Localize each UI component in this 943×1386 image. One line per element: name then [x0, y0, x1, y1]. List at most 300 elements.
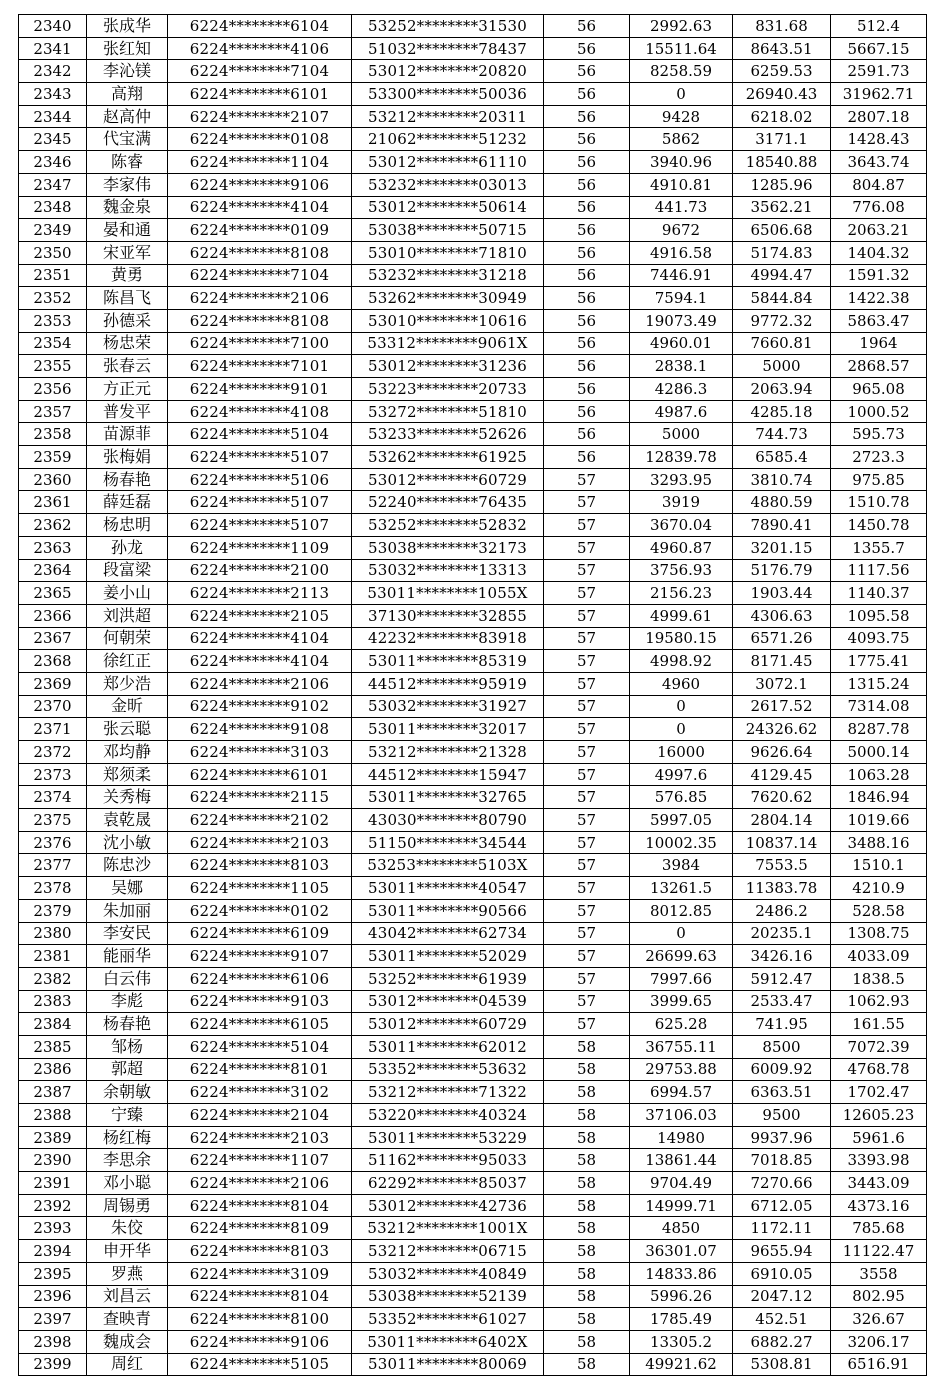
row-number-cell: 2378 [19, 877, 87, 900]
row-number-cell: 2362 [19, 514, 87, 537]
card-number-cell: 6224********2103 [168, 1126, 352, 1149]
age-cell: 58 [544, 1217, 630, 1240]
name-cell: 陈昌飞 [87, 287, 168, 310]
amount-2-cell: 6585.4 [733, 446, 831, 469]
age-cell: 57 [544, 967, 630, 990]
amount-3-cell: 1315.24 [831, 672, 927, 695]
amount-2-cell: 26940.43 [733, 83, 831, 106]
row-number-cell: 2351 [19, 264, 87, 287]
age-cell: 57 [544, 1013, 630, 1036]
name-cell: 申开华 [87, 1240, 168, 1263]
age-cell: 58 [544, 1194, 630, 1217]
card-number-cell: 6224********4104 [168, 650, 352, 673]
card-number-cell: 6224********8108 [168, 309, 352, 332]
amount-1-cell: 2156.23 [630, 582, 733, 605]
age-cell: 58 [544, 1353, 630, 1376]
name-cell: 杨忠明 [87, 514, 168, 537]
name-cell: 杨忠荣 [87, 332, 168, 355]
id-number-cell: 53011********53229 [352, 1126, 544, 1149]
name-cell: 孙龙 [87, 536, 168, 559]
amount-1-cell: 7446.91 [630, 264, 733, 287]
row-number-cell: 2387 [19, 1081, 87, 1104]
amount-2-cell: 10837.14 [733, 831, 831, 854]
table-row [19, 718, 927, 741]
id-number-cell: 53262********30949 [352, 287, 544, 310]
row-number-cell: 2346 [19, 151, 87, 174]
card-number-cell: 6224********8109 [168, 1217, 352, 1240]
amount-3-cell: 804.87 [831, 173, 927, 196]
table-row [19, 627, 927, 650]
card-number-cell: 6224********8103 [168, 1240, 352, 1263]
name-cell: 张红知 [87, 37, 168, 60]
amount-2-cell: 4994.47 [733, 264, 831, 287]
amount-2-cell: 9655.94 [733, 1240, 831, 1263]
id-number-cell: 53012********04539 [352, 990, 544, 1013]
row-number-cell: 2363 [19, 536, 87, 559]
amount-2-cell: 8171.45 [733, 650, 831, 673]
age-cell: 56 [544, 15, 630, 38]
age-cell: 58 [544, 1240, 630, 1263]
name-cell: 晏和通 [87, 219, 168, 242]
amount-2-cell: 2047.12 [733, 1285, 831, 1308]
row-number-cell: 2342 [19, 60, 87, 83]
name-cell: 余朝敏 [87, 1081, 168, 1104]
card-number-cell: 6224********8108 [168, 241, 352, 264]
amount-1-cell: 7997.66 [630, 967, 733, 990]
age-cell: 57 [544, 604, 630, 627]
amount-1-cell: 4916.58 [630, 241, 733, 264]
age-cell: 57 [544, 650, 630, 673]
document-page [18, 14, 926, 1376]
age-cell: 56 [544, 37, 630, 60]
card-number-cell: 6224********9107 [168, 945, 352, 968]
age-cell: 58 [544, 1126, 630, 1149]
amount-3-cell: 802.95 [831, 1285, 927, 1308]
table-row [19, 1104, 927, 1127]
amount-2-cell: 8643.51 [733, 37, 831, 60]
age-cell: 57 [544, 809, 630, 832]
amount-3-cell: 595.73 [831, 423, 927, 446]
table-row [19, 15, 927, 38]
amount-1-cell: 3999.65 [630, 990, 733, 1013]
amount-3-cell: 1450.78 [831, 514, 927, 537]
age-cell: 56 [544, 332, 630, 355]
amount-3-cell: 512.4 [831, 15, 927, 38]
id-number-cell: 53032********31927 [352, 695, 544, 718]
table-row [19, 1126, 927, 1149]
table-row [19, 1013, 927, 1036]
name-cell: 薛廷磊 [87, 491, 168, 514]
table-row [19, 128, 927, 151]
amount-3-cell: 1308.75 [831, 922, 927, 945]
id-number-cell: 53011********40547 [352, 877, 544, 900]
card-number-cell: 6224********9106 [168, 173, 352, 196]
table-row [19, 400, 927, 423]
amount-1-cell: 576.85 [630, 786, 733, 809]
card-number-cell: 6224********9102 [168, 695, 352, 718]
amount-2-cell: 3562.21 [733, 196, 831, 219]
row-number-cell: 2372 [19, 741, 87, 764]
amount-1-cell: 9672 [630, 219, 733, 242]
id-number-cell: 53011********62012 [352, 1035, 544, 1058]
amount-1-cell: 625.28 [630, 1013, 733, 1036]
name-cell: 陈忠沙 [87, 854, 168, 877]
name-cell: 赵高仲 [87, 105, 168, 128]
row-number-cell: 2392 [19, 1194, 87, 1217]
name-cell: 魏成会 [87, 1330, 168, 1353]
amount-3-cell: 7072.39 [831, 1035, 927, 1058]
id-number-cell: 53011********85319 [352, 650, 544, 673]
amount-2-cell: 6009.92 [733, 1058, 831, 1081]
card-number-cell: 6224********2113 [168, 582, 352, 605]
amount-3-cell: 1422.38 [831, 287, 927, 310]
amount-1-cell: 8258.59 [630, 60, 733, 83]
row-number-cell: 2353 [19, 309, 87, 332]
name-cell: 黄勇 [87, 264, 168, 287]
amount-3-cell: 2868.57 [831, 355, 927, 378]
row-number-cell: 2376 [19, 831, 87, 854]
row-number-cell: 2358 [19, 423, 87, 446]
row-number-cell: 2370 [19, 695, 87, 718]
id-number-cell: 53352********61027 [352, 1308, 544, 1331]
amount-2-cell: 831.68 [733, 15, 831, 38]
age-cell: 57 [544, 945, 630, 968]
name-cell: 朱加丽 [87, 899, 168, 922]
card-number-cell: 6224********0102 [168, 899, 352, 922]
amount-3-cell: 3488.16 [831, 831, 927, 854]
id-number-cell: 37130********32855 [352, 604, 544, 627]
amount-2-cell: 6910.05 [733, 1262, 831, 1285]
name-cell: 杨春艳 [87, 1013, 168, 1036]
card-number-cell: 6224********9106 [168, 1330, 352, 1353]
card-number-cell: 6224********6105 [168, 1013, 352, 1036]
amount-1-cell: 12839.78 [630, 446, 733, 469]
age-cell: 57 [544, 491, 630, 514]
age-cell: 56 [544, 287, 630, 310]
amount-2-cell: 6363.51 [733, 1081, 831, 1104]
amount-1-cell: 3670.04 [630, 514, 733, 537]
table-row [19, 899, 927, 922]
amount-3-cell: 1591.32 [831, 264, 927, 287]
table-row [19, 831, 927, 854]
amount-3-cell: 3206.17 [831, 1330, 927, 1353]
amount-3-cell: 2591.73 [831, 60, 927, 83]
amount-2-cell: 1903.44 [733, 582, 831, 605]
amount-1-cell: 5997.05 [630, 809, 733, 832]
id-number-cell: 53038********32173 [352, 536, 544, 559]
row-number-cell: 2384 [19, 1013, 87, 1036]
name-cell: 白云伟 [87, 967, 168, 990]
name-cell: 张春云 [87, 355, 168, 378]
card-number-cell: 6224********2115 [168, 786, 352, 809]
table-row [19, 1240, 927, 1263]
table-row [19, 332, 927, 355]
card-number-cell: 6224********7101 [168, 355, 352, 378]
card-number-cell: 6224********8103 [168, 854, 352, 877]
amount-2-cell: 6712.05 [733, 1194, 831, 1217]
age-cell: 58 [544, 1285, 630, 1308]
id-number-cell: 44512********95919 [352, 672, 544, 695]
amount-2-cell: 9626.64 [733, 741, 831, 764]
records-body [19, 15, 927, 1376]
name-cell: 朱佼 [87, 1217, 168, 1240]
amount-1-cell: 14999.71 [630, 1194, 733, 1217]
age-cell: 57 [544, 695, 630, 718]
card-number-cell: 6224********0108 [168, 128, 352, 151]
amount-3-cell: 975.85 [831, 468, 927, 491]
amount-2-cell: 5000 [733, 355, 831, 378]
table-row [19, 967, 927, 990]
name-cell: 金昕 [87, 695, 168, 718]
row-number-cell: 2364 [19, 559, 87, 582]
amount-2-cell: 5308.81 [733, 1353, 831, 1376]
row-number-cell: 2343 [19, 83, 87, 106]
amount-2-cell: 20235.1 [733, 922, 831, 945]
amount-1-cell: 0 [630, 718, 733, 741]
age-cell: 57 [544, 831, 630, 854]
amount-3-cell: 5000.14 [831, 741, 927, 764]
table-row [19, 809, 927, 832]
table-row [19, 446, 927, 469]
amount-1-cell: 4960.01 [630, 332, 733, 355]
row-number-cell: 2398 [19, 1330, 87, 1353]
amount-2-cell: 4306.63 [733, 604, 831, 627]
age-cell: 57 [544, 672, 630, 695]
amount-2-cell: 9772.32 [733, 309, 831, 332]
amount-1-cell: 13261.5 [630, 877, 733, 900]
amount-2-cell: 2804.14 [733, 809, 831, 832]
amount-3-cell: 5667.15 [831, 37, 927, 60]
amount-2-cell: 6882.27 [733, 1330, 831, 1353]
amount-2-cell: 24326.62 [733, 718, 831, 741]
amount-3-cell: 31962.71 [831, 83, 927, 106]
age-cell: 56 [544, 83, 630, 106]
row-number-cell: 2355 [19, 355, 87, 378]
amount-3-cell: 776.08 [831, 196, 927, 219]
card-number-cell: 6224********3102 [168, 1081, 352, 1104]
age-cell: 57 [544, 468, 630, 491]
row-number-cell: 2385 [19, 1035, 87, 1058]
age-cell: 57 [544, 582, 630, 605]
card-number-cell: 6224********6106 [168, 967, 352, 990]
id-number-cell: 53352********53632 [352, 1058, 544, 1081]
table-row [19, 945, 927, 968]
row-number-cell: 2390 [19, 1149, 87, 1172]
amount-2-cell: 5912.47 [733, 967, 831, 990]
row-number-cell: 2354 [19, 332, 87, 355]
row-number-cell: 2391 [19, 1172, 87, 1195]
name-cell: 张云聪 [87, 718, 168, 741]
amount-2-cell: 2533.47 [733, 990, 831, 1013]
amount-3-cell: 1510.78 [831, 491, 927, 514]
amount-2-cell: 2063.94 [733, 378, 831, 401]
age-cell: 56 [544, 60, 630, 83]
amount-1-cell: 9704.49 [630, 1172, 733, 1195]
amount-2-cell: 2486.2 [733, 899, 831, 922]
age-cell: 57 [544, 899, 630, 922]
id-number-cell: 53012********60729 [352, 468, 544, 491]
age-cell: 56 [544, 355, 630, 378]
id-number-cell: 53272********51810 [352, 400, 544, 423]
name-cell: 徐红正 [87, 650, 168, 673]
age-cell: 58 [544, 1058, 630, 1081]
id-number-cell: 53233********52626 [352, 423, 544, 446]
amount-2-cell: 7270.66 [733, 1172, 831, 1195]
row-number-cell: 2396 [19, 1285, 87, 1308]
amount-1-cell: 0 [630, 695, 733, 718]
table-row [19, 1262, 927, 1285]
id-number-cell: 53032********13313 [352, 559, 544, 582]
row-number-cell: 2366 [19, 604, 87, 627]
card-number-cell: 6224********1105 [168, 877, 352, 900]
id-number-cell: 53010********71810 [352, 241, 544, 264]
card-number-cell: 6224********4108 [168, 400, 352, 423]
amount-1-cell: 4960 [630, 672, 733, 695]
amount-1-cell: 3919 [630, 491, 733, 514]
name-cell: 高翔 [87, 83, 168, 106]
age-cell: 57 [544, 559, 630, 582]
row-number-cell: 2359 [19, 446, 87, 469]
id-number-cell: 53012********42736 [352, 1194, 544, 1217]
amount-2-cell: 11383.78 [733, 877, 831, 900]
table-row [19, 1194, 927, 1217]
table-row [19, 854, 927, 877]
amount-1-cell: 3940.96 [630, 151, 733, 174]
name-cell: 郑少浩 [87, 672, 168, 695]
age-cell: 56 [544, 241, 630, 264]
amount-1-cell: 15511.64 [630, 37, 733, 60]
table-row [19, 1035, 927, 1058]
table-row [19, 1308, 927, 1331]
amount-1-cell: 13861.44 [630, 1149, 733, 1172]
row-number-cell: 2368 [19, 650, 87, 673]
card-number-cell: 6224********5104 [168, 1035, 352, 1058]
age-cell: 57 [544, 514, 630, 537]
card-number-cell: 6224********6104 [168, 15, 352, 38]
name-cell: 李沁镁 [87, 60, 168, 83]
row-number-cell: 2345 [19, 128, 87, 151]
amount-3-cell: 12605.23 [831, 1104, 927, 1127]
name-cell: 苗源菲 [87, 423, 168, 446]
amount-3-cell: 326.67 [831, 1308, 927, 1331]
card-number-cell: 6224********1109 [168, 536, 352, 559]
card-number-cell: 6224********3103 [168, 741, 352, 764]
card-number-cell: 6224********6101 [168, 83, 352, 106]
amount-2-cell: 2617.52 [733, 695, 831, 718]
amount-3-cell: 1062.93 [831, 990, 927, 1013]
row-number-cell: 2348 [19, 196, 87, 219]
card-number-cell: 6224********9101 [168, 378, 352, 401]
row-number-cell: 2394 [19, 1240, 87, 1263]
amount-1-cell: 4850 [630, 1217, 733, 1240]
id-number-cell: 53011********80069 [352, 1353, 544, 1376]
card-number-cell: 6224********5106 [168, 468, 352, 491]
amount-3-cell: 1140.37 [831, 582, 927, 605]
amount-3-cell: 4373.16 [831, 1194, 927, 1217]
id-number-cell: 53012********61110 [352, 151, 544, 174]
amount-3-cell: 785.68 [831, 1217, 927, 1240]
table-row [19, 173, 927, 196]
table-row [19, 151, 927, 174]
age-cell: 58 [544, 1262, 630, 1285]
id-number-cell: 53253********5103X [352, 854, 544, 877]
row-number-cell: 2373 [19, 763, 87, 786]
row-number-cell: 2379 [19, 899, 87, 922]
table-row [19, 1081, 927, 1104]
id-number-cell: 53212********21328 [352, 741, 544, 764]
amount-3-cell: 3393.98 [831, 1149, 927, 1172]
name-cell: 李彪 [87, 990, 168, 1013]
amount-3-cell: 8287.78 [831, 718, 927, 741]
table-row [19, 378, 927, 401]
row-number-cell: 2360 [19, 468, 87, 491]
name-cell: 宋亚军 [87, 241, 168, 264]
table-row [19, 672, 927, 695]
amount-3-cell: 11122.47 [831, 1240, 927, 1263]
row-number-cell: 2399 [19, 1353, 87, 1376]
amount-2-cell: 3810.74 [733, 468, 831, 491]
age-cell: 56 [544, 173, 630, 196]
amount-3-cell: 1355.7 [831, 536, 927, 559]
id-number-cell: 53212********71322 [352, 1081, 544, 1104]
card-number-cell: 6224********2105 [168, 604, 352, 627]
age-cell: 57 [544, 627, 630, 650]
table-row [19, 83, 927, 106]
amount-1-cell: 4999.61 [630, 604, 733, 627]
amount-2-cell: 4880.59 [733, 491, 831, 514]
name-cell: 能丽华 [87, 945, 168, 968]
card-number-cell: 6224********8104 [168, 1285, 352, 1308]
card-number-cell: 6224********2106 [168, 672, 352, 695]
id-number-cell: 51162********95033 [352, 1149, 544, 1172]
amount-1-cell: 4286.3 [630, 378, 733, 401]
amount-1-cell: 1785.49 [630, 1308, 733, 1331]
id-number-cell: 53223********20733 [352, 378, 544, 401]
card-number-cell: 6224********1104 [168, 151, 352, 174]
id-number-cell: 42232********83918 [352, 627, 544, 650]
id-number-cell: 52240********76435 [352, 491, 544, 514]
row-number-cell: 2352 [19, 287, 87, 310]
id-number-cell: 53232********03013 [352, 173, 544, 196]
id-number-cell: 51150********34544 [352, 831, 544, 854]
amount-3-cell: 1117.56 [831, 559, 927, 582]
card-number-cell: 6224********2100 [168, 559, 352, 582]
amount-3-cell: 6516.91 [831, 1353, 927, 1376]
name-cell: 杨红梅 [87, 1126, 168, 1149]
records-table [18, 14, 927, 1376]
row-number-cell: 2381 [19, 945, 87, 968]
row-number-cell: 2382 [19, 967, 87, 990]
amount-2-cell: 4129.45 [733, 763, 831, 786]
name-cell: 刘洪超 [87, 604, 168, 627]
id-number-cell: 53011********6402X [352, 1330, 544, 1353]
amount-1-cell: 6994.57 [630, 1081, 733, 1104]
amount-1-cell: 2992.63 [630, 15, 733, 38]
table-row [19, 196, 927, 219]
age-cell: 57 [544, 877, 630, 900]
name-cell: 李思余 [87, 1149, 168, 1172]
amount-1-cell: 0 [630, 922, 733, 945]
id-number-cell: 53252********31530 [352, 15, 544, 38]
card-number-cell: 6224********2103 [168, 831, 352, 854]
amount-3-cell: 7314.08 [831, 695, 927, 718]
table-row [19, 922, 927, 945]
amount-2-cell: 3201.15 [733, 536, 831, 559]
table-row [19, 264, 927, 287]
table-row [19, 695, 927, 718]
age-cell: 58 [544, 1172, 630, 1195]
amount-1-cell: 14980 [630, 1126, 733, 1149]
